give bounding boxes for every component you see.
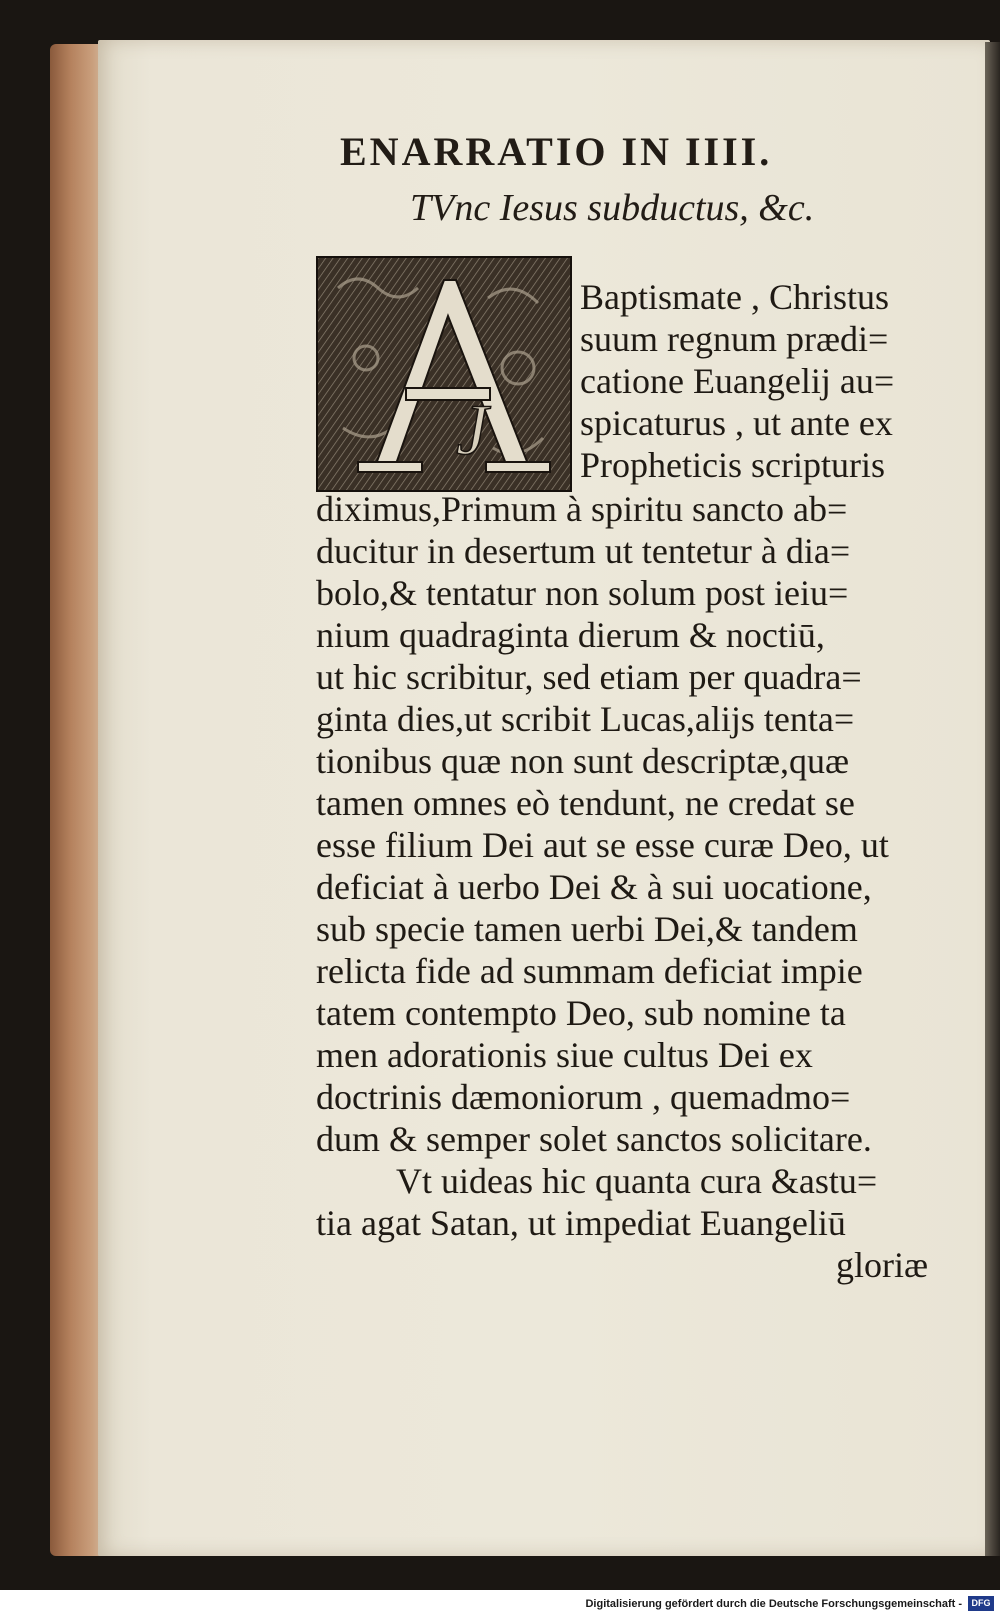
text-line: doctrinis dæmoniorum , quemadmo=: [316, 1077, 851, 1117]
text-line: dum & semper solet sanctos solicitare.: [316, 1119, 872, 1159]
running-head: ENARRATIO IN IIII.: [340, 129, 773, 174]
text-line: suum regnum prædi=: [580, 319, 889, 359]
text-line: spicaturus , ut ante ex: [580, 403, 893, 443]
text-line: Propheticis scripturis: [580, 445, 885, 485]
text-line: catione Euangelij au=: [580, 361, 895, 401]
footer-credit: Digitalisierung gefördert durch die Deutsche Forschungsgemeinschaft -: [585, 1598, 962, 1610]
text-line: nium quadraginta dierum & noctiū,: [316, 615, 825, 655]
text-line: tatem contempto Deo, sub nomine ta: [316, 993, 846, 1033]
text-line: tamen omnes eò tendunt, ne credat se: [316, 783, 855, 823]
text-line: tionibus quæ non sunt descriptæ,quæ: [316, 741, 850, 781]
text-line: ut hic scribitur, sed etiam per quadra=: [316, 657, 862, 697]
incipit-line: TVnc Iesus subductus, &c.: [410, 187, 815, 229]
book-gutter-shadow: [985, 42, 1000, 1556]
dfg-logo-icon: DFG: [968, 1596, 994, 1611]
text-line: diximus,Primum à spiritu sancto ab=: [316, 489, 848, 529]
text-line: ducitur in desertum ut tentetur à dia=: [316, 531, 851, 571]
text-line: deficiat à uerbo Dei & à sui uocatione,: [316, 867, 872, 907]
text-line: Baptismate , Christus: [580, 277, 889, 317]
text-line: bolo,& tentatur non solum post ieiu=: [316, 573, 849, 613]
text-line: esse filium Dei aut se esse curæ Deo, ut: [316, 825, 889, 865]
text-line: men adorationis siue cultus Dei ex: [316, 1035, 813, 1075]
text-line: relicta fide ad summam deficiat impie: [316, 951, 863, 991]
woodcut-initial-letter: [316, 256, 572, 492]
text-line: sub specie tamen uerbi Dei,& tandem: [316, 909, 858, 949]
catchword: gloriæ: [836, 1245, 929, 1285]
text-line: tia agat Satan, ut impediat Euangeliū: [316, 1203, 846, 1243]
text-line: Vt uideas hic quanta cura &astu=: [396, 1161, 878, 1201]
svg-text:J: J: [456, 390, 488, 470]
text-line: ginta dies,ut scribit Lucas,alijs tenta=: [316, 699, 855, 739]
